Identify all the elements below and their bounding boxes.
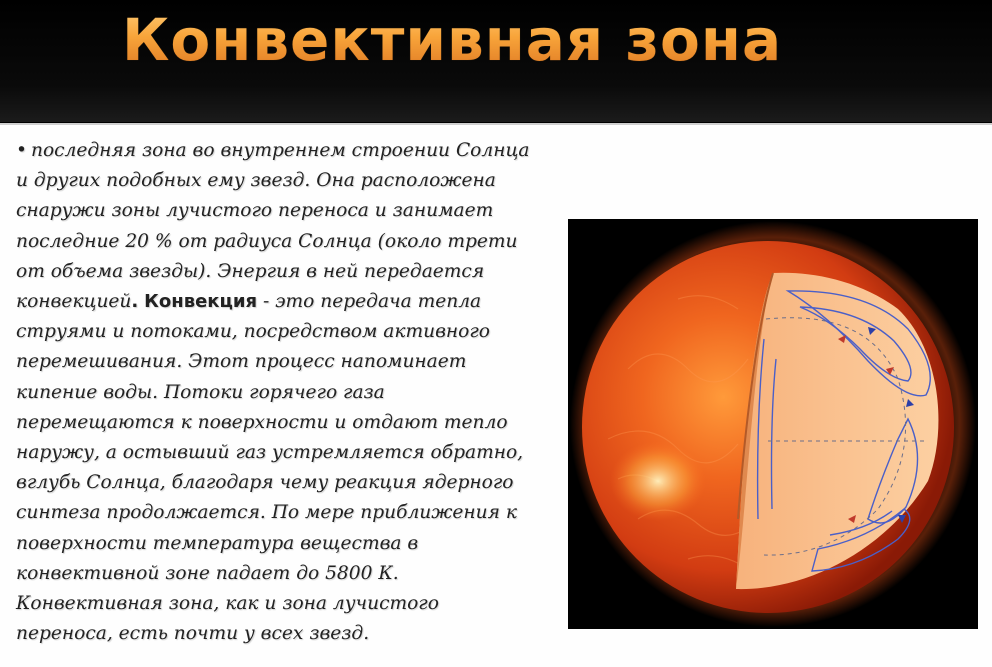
content-panel: [0, 123, 992, 667]
text-line: последняя зона во внутреннем строении Солнца: [30, 140, 530, 161]
text-line: кипение воды. Потоки горячего газа: [16, 381, 385, 403]
text-line: Конвективная зона, как и зона лучистого: [16, 593, 439, 615]
text-line: снаружи зоны лучистого переноса и занимает: [16, 200, 494, 222]
text-line: перемещаются к поверхности и отдают тепло: [16, 411, 508, 433]
text-line: от объема звезды). Энергия в ней передается: [16, 260, 485, 282]
text-line: последние 20 % от радиуса Солнца (около трети: [16, 230, 518, 252]
text-line: конвекцией: [16, 291, 132, 313]
text-line: поверхности температура вещества в: [16, 532, 419, 554]
text-line: конвективной зоне падает до 5800 К.: [16, 562, 399, 584]
bullet-icon: •: [16, 140, 27, 161]
sun-cutaway-svg: [568, 219, 978, 629]
text-line: и других подобных ему звезд. Она расположена: [16, 170, 496, 192]
text-line: вглубь Солнца, благодаря чему реакция ядерного: [16, 472, 514, 494]
text-line: перемешивания. Этот процесс напоминает: [16, 351, 467, 373]
text-line: наружу, а остывший газ устремляется обратно,: [16, 442, 524, 464]
text-line: - это передача тепла: [262, 291, 482, 313]
solar-flare: [610, 441, 706, 521]
title-bar: [0, 0, 992, 122]
term-dot: .: [131, 291, 139, 313]
term-convection: Конвекция: [144, 291, 258, 313]
description-text: [16, 136, 576, 649]
page-title: Конвективная зона: [122, 6, 783, 74]
text-line: синтеза продолжается. По мере приближения к: [16, 502, 517, 524]
text-line: переноса, есть почти у всех звезд.: [16, 623, 370, 645]
text-line: струями и потоками, посредством активного: [16, 321, 490, 343]
sun-cutaway-illustration: [568, 219, 978, 629]
